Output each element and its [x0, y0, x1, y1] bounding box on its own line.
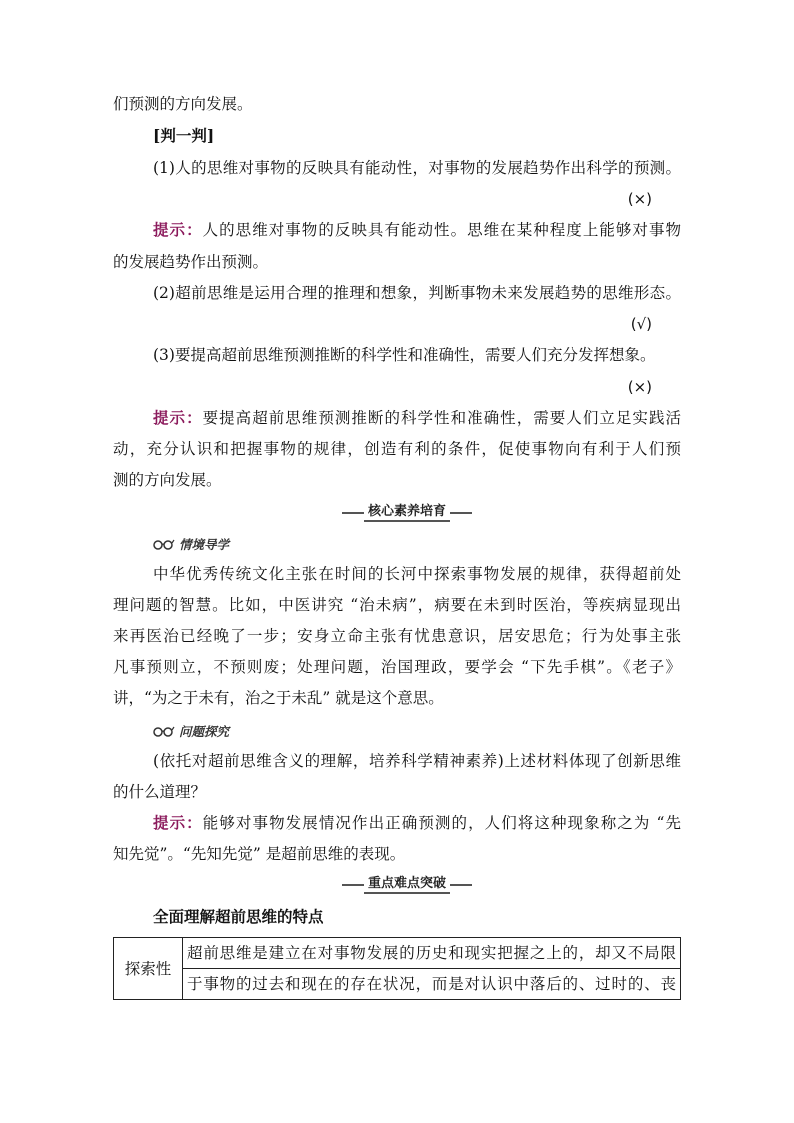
hint-3-line-2: 知先觉”。“先知先觉” 是超前思维的表现。	[113, 845, 406, 863]
paragraph-1-line-3: 来再医治已经晚了一步；安身立命主张有忧患意识，居安思危；行为处事主张	[113, 627, 681, 645]
paragraph-1-line-1: 中华优秀传统文化主张在时间的长河中探索事物发展的规律，获得超前处	[153, 565, 681, 583]
hint-1-line-1: 提示：人的思维对事物的反映具有能动性。思维在某种程度上能够对事物	[153, 220, 681, 239]
hint-2-line-3: 测的方向发展。	[113, 471, 222, 489]
question-3: (3)要提高超前思维预测推断的科学性和准确性，需要人们充分发挥想象。	[153, 346, 656, 364]
hint-label: 提示：	[153, 813, 203, 832]
paragraph-1-line-2: 理问题的智慧。比如，中医讲究 “治未病”，病要在未到时医治，等疾病显现出	[113, 596, 681, 614]
paragraph-2-line-2: 的什么道理？	[113, 783, 207, 801]
section-banner-core-literacy	[342, 504, 472, 522]
table-row	[114, 938, 681, 969]
subheading-situation: 情境导学	[153, 535, 229, 553]
section-title: 核心素养培育	[364, 504, 450, 522]
table-key-cell: 探索性	[114, 938, 183, 1000]
section-title: 重点难点突破	[364, 876, 450, 894]
judge-heading: [判一判]	[153, 126, 215, 145]
question-1: (1)人的思维对事物的反映具有能动性，对事物的发展趋势作出科学的预测。	[153, 159, 681, 177]
paragraph-1-line-5: 讲，“为之于未有，治之于未乱” 就是这个意思。	[113, 689, 444, 707]
eye-glasses-icon	[153, 537, 175, 551]
question-2: (2)超前思维是运用合理的推理和想象，判断事物未来发展趋势的思维形态。	[153, 284, 681, 302]
answer-mark-2: (√)	[630, 315, 652, 333]
answer-mark-1: (×)	[627, 190, 652, 208]
hint-1-line-2: 的发展趋势作出预测。	[113, 253, 269, 271]
table-value-cell: 超前思维是建立在对事物发展的历史和现实把握之上的，却又不局限	[183, 938, 681, 969]
table-row	[114, 969, 681, 1000]
subheading-inquiry: 问题探究	[153, 722, 229, 740]
section-banner-key-points	[342, 876, 472, 894]
table-value-cell: 于事物的过去和现在的存在状况，而是对认识中落后的、过时的、丧	[183, 969, 681, 1000]
text-line: 们预测的方向发展。	[113, 95, 253, 113]
eye-glasses-icon	[153, 724, 175, 738]
answer-mark-3: (×)	[627, 378, 652, 396]
paragraph-1-line-4: 凡事预则立，不预则废；处理问题，治国理政，要学会 “下先手棋”。《老子》	[113, 658, 681, 676]
hint-2-line-2: 动，充分认识和把握事物的规律，创造有利的条件，促使事物向有利于人们预	[113, 440, 681, 458]
feature-table	[113, 937, 681, 1000]
topic-heading: 全面理解超前思维的特点	[153, 907, 324, 926]
hint-3-line-1: 提示：能够对事物发展情况作出正确预测的，人们将这种现象称之为 “先	[153, 813, 681, 832]
hint-2-line-1: 提示：要提高超前思维预测推断的科学性和准确性，需要人们立足实践活	[153, 408, 681, 427]
hint-label: 提示：	[153, 408, 203, 427]
paragraph-2-line-1: (依托对超前思维含义的理解，培养科学精神素养)上述材料体现了创新思维	[153, 752, 681, 770]
hint-label: 提示：	[153, 220, 203, 239]
